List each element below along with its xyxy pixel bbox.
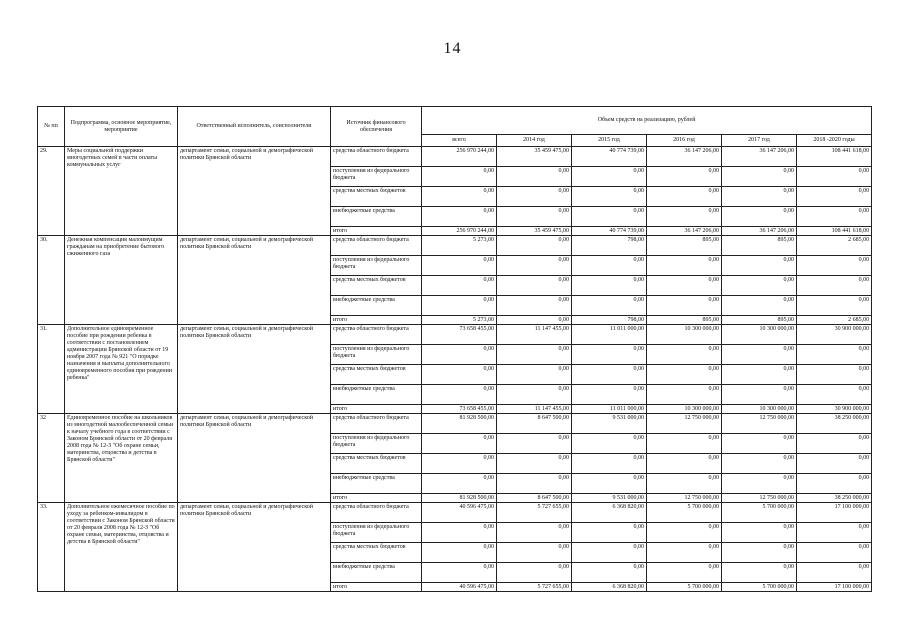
funding-source: итого xyxy=(331,316,422,325)
funding-source: внебюджетные средства xyxy=(331,474,422,494)
amount-cell: 0,00 xyxy=(647,454,722,474)
funding-source: средства местных бюджетов xyxy=(331,276,422,296)
amount-cell: 0,00 xyxy=(647,434,722,454)
header-year: 2015 год xyxy=(572,135,647,147)
amount-cell: 0,00 xyxy=(422,167,497,187)
header-volume: Объем средств на реализацию, рублей xyxy=(422,107,872,135)
amount-cell: 35 459 475,00 xyxy=(497,227,572,236)
amount-cell: 0,00 xyxy=(722,434,797,454)
item-number: 32 xyxy=(38,414,65,503)
amount-cell: 0,00 xyxy=(422,563,497,583)
item-number: 31. xyxy=(38,325,65,414)
amount-cell: 6 368 820,00 xyxy=(572,583,647,592)
item-name: Денежная компенсация малоимущим гражданам на приобретение бытового сжиженного газа xyxy=(65,236,178,325)
amount-cell: 0,00 xyxy=(497,385,572,405)
amount-cell: 5 273,00 xyxy=(422,316,497,325)
amount-cell: 36 147 206,00 xyxy=(722,147,797,167)
amount-cell: 17 100 000,00 xyxy=(797,503,872,523)
amount-cell: 0,00 xyxy=(497,296,572,316)
amount-cell: 0,00 xyxy=(572,543,647,563)
amount-cell: 5 700 000,00 xyxy=(722,583,797,592)
amount-cell: 40 774 739,00 xyxy=(572,147,647,167)
amount-cell: 0,00 xyxy=(647,256,722,276)
amount-cell: 5 727 655,00 xyxy=(497,583,572,592)
funding-source: внебюджетные средства xyxy=(331,385,422,405)
amount-cell: 2 685,00 xyxy=(797,236,872,256)
amount-cell: 30 900 000,00 xyxy=(797,325,872,345)
amount-cell: 0,00 xyxy=(797,434,872,454)
amount-cell: 0,00 xyxy=(422,523,497,543)
amount-cell: 0,00 xyxy=(797,454,872,474)
amount-cell: 0,00 xyxy=(722,543,797,563)
item-executor: департамент семьи, социальной и демографической политики Брянской области xyxy=(178,414,331,503)
amount-cell: 2 685,00 xyxy=(797,316,872,325)
amount-cell: 38 250 000,00 xyxy=(797,414,872,434)
amount-cell: 0,00 xyxy=(572,474,647,494)
amount-cell: 0,00 xyxy=(647,385,722,405)
amount-cell: 38 250 000,00 xyxy=(797,494,872,503)
amount-cell: 8 647 500,00 xyxy=(497,494,572,503)
funding-source: поступления из федерального бюджета xyxy=(331,256,422,276)
funding-source: средства местных бюджетов xyxy=(331,187,422,207)
amount-cell: 36 147 206,00 xyxy=(722,227,797,236)
amount-cell: 0,00 xyxy=(722,523,797,543)
funding-source: средства областного бюджета xyxy=(331,325,422,345)
header-year: 2018 -2020 годы xyxy=(797,135,872,147)
funding-source: поступления из федерального бюджета xyxy=(331,523,422,543)
amount-cell: 0,00 xyxy=(497,316,572,325)
item-name: Меры социальной поддержки многодетных семей в части оплаты коммунальных услуг xyxy=(65,147,178,236)
amount-cell: 36 147 206,00 xyxy=(647,147,722,167)
amount-cell: 0,00 xyxy=(797,276,872,296)
amount-cell: 0,00 xyxy=(497,167,572,187)
amount-cell: 0,00 xyxy=(647,187,722,207)
amount-cell: 0,00 xyxy=(722,385,797,405)
amount-cell: 0,00 xyxy=(797,187,872,207)
amount-cell: 12 750 000,00 xyxy=(722,494,797,503)
amount-cell: 0,00 xyxy=(797,167,872,187)
item-number: 33. xyxy=(38,503,65,592)
amount-cell: 11 147 455,00 xyxy=(497,405,572,414)
amount-cell: 0,00 xyxy=(422,345,497,365)
amount-cell: 73 658 455,00 xyxy=(422,325,497,345)
amount-cell: 9 531 000,00 xyxy=(572,494,647,503)
amount-cell: 12 750 000,00 xyxy=(722,414,797,434)
amount-cell: 0,00 xyxy=(797,543,872,563)
amount-cell: 0,00 xyxy=(722,167,797,187)
table-body xyxy=(38,147,872,592)
item-name: Единовременное пособие на школьников из многодетной малообеспеченной семьи к началу учебного года в соответствии с Законом Брянской области от 20 февраля 2008 года № 12-З "Об охране семьи, материнства, отцовства и детства в Брянской области" xyxy=(65,414,178,503)
item-name: Дополнительное ежемесячное пособие по уходу за ребенком-инвалидом в соответствии с Законом Брянской области от 20 февраля 2008 года № 12-З "Об охране семьи, материнства, отцовства и детства в Брянской области" xyxy=(65,503,178,592)
amount-cell: 0,00 xyxy=(797,256,872,276)
amount-cell: 0,00 xyxy=(497,236,572,256)
amount-cell: 0,00 xyxy=(422,276,497,296)
item-executor: департамент семьи, социальной и демографической политики Брянской области xyxy=(178,236,331,325)
header-year: всего xyxy=(422,135,497,147)
amount-cell: 0,00 xyxy=(722,474,797,494)
amount-cell: 798,00 xyxy=(572,316,647,325)
amount-cell: 0,00 xyxy=(647,365,722,385)
funding-source: средства местных бюджетов xyxy=(331,365,422,385)
funding-source: итого xyxy=(331,405,422,414)
amount-cell: 798,00 xyxy=(572,236,647,256)
amount-cell: 0,00 xyxy=(722,207,797,227)
amount-cell: 0,00 xyxy=(797,345,872,365)
amount-cell: 0,00 xyxy=(572,276,647,296)
funding-source: средства областного бюджета xyxy=(331,414,422,434)
amount-cell: 0,00 xyxy=(797,296,872,316)
amount-cell: 30 900 000,00 xyxy=(797,405,872,414)
item-executor: департамент семьи, социальной и демографической политики Брянской области xyxy=(178,325,331,414)
amount-cell: 0,00 xyxy=(647,167,722,187)
item-executor: департамент семьи, социальной и демографической политики Брянской области xyxy=(178,503,331,592)
amount-cell: 0,00 xyxy=(722,256,797,276)
amount-cell: 0,00 xyxy=(497,454,572,474)
amount-cell: 0,00 xyxy=(422,365,497,385)
funding-source: средства местных бюджетов xyxy=(331,454,422,474)
amount-cell: 10 300 000,00 xyxy=(647,325,722,345)
amount-cell: 0,00 xyxy=(722,454,797,474)
amount-cell: 0,00 xyxy=(797,563,872,583)
header-program: Подпрограмма, основное мероприятие, мероприятие xyxy=(65,107,178,147)
amount-cell: 0,00 xyxy=(647,276,722,296)
amount-cell: 0,00 xyxy=(647,543,722,563)
amount-cell: 0,00 xyxy=(422,454,497,474)
amount-cell: 0,00 xyxy=(647,474,722,494)
table-row xyxy=(38,414,872,434)
amount-cell: 73 658 455,00 xyxy=(422,405,497,414)
amount-cell: 0,00 xyxy=(497,187,572,207)
amount-cell: 5 273,00 xyxy=(422,236,497,256)
amount-cell: 0,00 xyxy=(722,296,797,316)
header-executor: Ответственный исполнитель, соисполнители xyxy=(178,107,331,147)
budget-table xyxy=(37,106,872,592)
amount-cell: 0,00 xyxy=(497,474,572,494)
amount-cell: 0,00 xyxy=(722,276,797,296)
amount-cell: 6 368 820,00 xyxy=(572,503,647,523)
item-name: Дополнительное единовременное пособие при рождении ребенка в соответствии с постановлением администрации Брянской области от 19 ноября 2007 года № 921 "О порядке назначения и выплаты дополнительного единовременного пособия при рождении ребенка" xyxy=(65,325,178,414)
amount-cell: 108 441 618,00 xyxy=(797,147,872,167)
amount-cell: 0,00 xyxy=(497,365,572,385)
amount-cell: 5 727 655,00 xyxy=(497,503,572,523)
funding-source: поступления из федерального бюджета xyxy=(331,434,422,454)
amount-cell: 0,00 xyxy=(797,365,872,385)
amount-cell: 0,00 xyxy=(422,474,497,494)
amount-cell: 0,00 xyxy=(647,296,722,316)
amount-cell: 0,00 xyxy=(497,276,572,296)
funding-source: внебюджетные средства xyxy=(331,563,422,583)
amount-cell: 0,00 xyxy=(497,523,572,543)
amount-cell: 0,00 xyxy=(572,563,647,583)
amount-cell: 895,00 xyxy=(647,236,722,256)
item-number: 30. xyxy=(38,236,65,325)
amount-cell: 0,00 xyxy=(572,454,647,474)
item-number: 29. xyxy=(38,147,65,236)
header-year: 2017 год xyxy=(722,135,797,147)
amount-cell: 81 928 500,00 xyxy=(422,494,497,503)
funding-source: итого xyxy=(331,494,422,503)
amount-cell: 10 300 000,00 xyxy=(647,405,722,414)
amount-cell: 256 970 244,00 xyxy=(422,147,497,167)
funding-source: средства областного бюджета xyxy=(331,503,422,523)
amount-cell: 0,00 xyxy=(572,345,647,365)
amount-cell: 11 011 000,00 xyxy=(572,405,647,414)
amount-cell: 0,00 xyxy=(422,207,497,227)
table-row xyxy=(38,325,872,345)
amount-cell: 36 147 206,00 xyxy=(647,227,722,236)
funding-source: итого xyxy=(331,227,422,236)
header-no: № пп xyxy=(38,107,65,147)
funding-source: поступления из федерального бюджета xyxy=(331,167,422,187)
amount-cell: 0,00 xyxy=(572,365,647,385)
amount-cell: 0,00 xyxy=(722,563,797,583)
amount-cell: 895,00 xyxy=(647,316,722,325)
funding-source: средства местных бюджетов xyxy=(331,543,422,563)
amount-cell: 35 459 475,00 xyxy=(497,147,572,167)
amount-cell: 256 970 244,00 xyxy=(422,227,497,236)
amount-cell: 0,00 xyxy=(422,434,497,454)
amount-cell: 40 596 475,00 xyxy=(422,583,497,592)
amount-cell: 0,00 xyxy=(497,543,572,563)
amount-cell: 12 750 000,00 xyxy=(647,414,722,434)
amount-cell: 0,00 xyxy=(572,523,647,543)
amount-cell: 0,00 xyxy=(722,345,797,365)
amount-cell: 0,00 xyxy=(572,385,647,405)
amount-cell: 0,00 xyxy=(497,563,572,583)
amount-cell: 40 774 739,00 xyxy=(572,227,647,236)
amount-cell: 0,00 xyxy=(497,434,572,454)
amount-cell: 0,00 xyxy=(572,256,647,276)
amount-cell: 5 700 000,00 xyxy=(647,503,722,523)
funding-source: внебюджетные средства xyxy=(331,296,422,316)
amount-cell: 0,00 xyxy=(497,345,572,365)
item-executor: департамент семьи, социальной и демографической политики Брянской области xyxy=(178,147,331,236)
amount-cell: 5 700 000,00 xyxy=(647,583,722,592)
amount-cell: 0,00 xyxy=(647,563,722,583)
funding-source: средства областного бюджета xyxy=(331,236,422,256)
amount-cell: 0,00 xyxy=(572,187,647,207)
amount-cell: 0,00 xyxy=(797,474,872,494)
page-number: 14 xyxy=(443,40,462,57)
amount-cell: 81 928 500,00 xyxy=(422,414,497,434)
amount-cell: 0,00 xyxy=(722,187,797,207)
amount-cell: 0,00 xyxy=(797,385,872,405)
amount-cell: 0,00 xyxy=(647,345,722,365)
funding-source: итого xyxy=(331,583,422,592)
amount-cell: 0,00 xyxy=(572,434,647,454)
funding-source: поступления из федерального бюджета xyxy=(331,345,422,365)
amount-cell: 0,00 xyxy=(422,256,497,276)
amount-cell: 40 596 475,00 xyxy=(422,503,497,523)
amount-cell: 0,00 xyxy=(722,365,797,385)
table-row xyxy=(38,236,872,256)
amount-cell: 12 750 000,00 xyxy=(647,494,722,503)
amount-cell: 0,00 xyxy=(422,187,497,207)
funding-source: внебюджетные средства xyxy=(331,207,422,227)
amount-cell: 9 531 000,00 xyxy=(572,414,647,434)
header-source: Источник финансового обеспечения xyxy=(331,107,422,147)
header-year: 2016 год xyxy=(647,135,722,147)
amount-cell: 0,00 xyxy=(422,296,497,316)
amount-cell: 17 100 000,00 xyxy=(797,583,872,592)
amount-cell: 0,00 xyxy=(422,385,497,405)
amount-cell: 0,00 xyxy=(572,167,647,187)
amount-cell: 895,00 xyxy=(722,316,797,325)
table-row xyxy=(38,503,872,523)
amount-cell: 0,00 xyxy=(647,207,722,227)
amount-cell: 0,00 xyxy=(647,523,722,543)
amount-cell: 11 147 455,00 xyxy=(497,325,572,345)
amount-cell: 0,00 xyxy=(497,207,572,227)
table-row xyxy=(38,147,872,167)
amount-cell: 8 647 500,00 xyxy=(497,414,572,434)
amount-cell: 0,00 xyxy=(572,296,647,316)
amount-cell: 10 300 000,00 xyxy=(722,325,797,345)
amount-cell: 0,00 xyxy=(422,543,497,563)
amount-cell: 108 441 618,00 xyxy=(797,227,872,236)
amount-cell: 11 011 000,00 xyxy=(572,325,647,345)
funding-source: средства областного бюджета xyxy=(331,147,422,167)
amount-cell: 5 700 000,00 xyxy=(722,503,797,523)
amount-cell: 0,00 xyxy=(572,207,647,227)
header-year: 2014 год xyxy=(497,135,572,147)
amount-cell: 895,00 xyxy=(722,236,797,256)
amount-cell: 0,00 xyxy=(497,256,572,276)
amount-cell: 0,00 xyxy=(797,207,872,227)
amount-cell: 0,00 xyxy=(797,523,872,543)
amount-cell: 10 300 000,00 xyxy=(722,405,797,414)
